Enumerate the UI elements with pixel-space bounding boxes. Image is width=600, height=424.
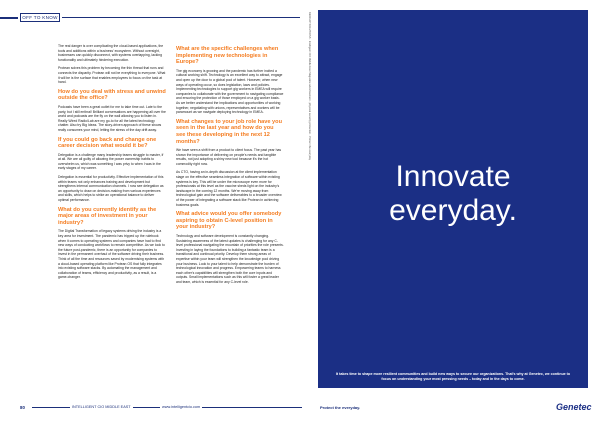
publication-name: INTELLIGENT CIO MIDDLE EAST (72, 405, 131, 409)
ad-headline-line1: Innovate (395, 160, 511, 193)
section-tag: OFF TO KNOW (20, 13, 60, 22)
article-paragraph: The real danger is over complicating the cloud-based applications, the tools and additions within a business' ecosystem. Without oversight, businesses can quickly disconnect, with systems overlapping, lacking functionality and ultimately hindering execution. (58, 44, 164, 62)
ad-headline-line2: everyday. (389, 194, 517, 227)
ad-headline (318, 160, 588, 228)
genetec-logo[interactable] (556, 400, 592, 414)
ad-body-text: It takes time to shape more resilient communities and build new ways to secure our organizations. That's why at Genetec, we continue to focus on understanding your most pressing needs – today and in the days to come. (335, 372, 571, 381)
advertisement-panel[interactable] (318, 10, 588, 397)
article-paragraph: As CTO, having an in-depth discussion at the client implementation stage on the effective seamless integration of software within existing systems is key. This will be under the microscope even more for professionals at this level as the vaccine sheds light on the industry's landscape in the coming 12 months. We're moving away from technological gain and the software deliverables to a broader overview of the power of integrating a software stack like Protean in achieving business goals. (176, 170, 282, 207)
header-rule-left (0, 17, 18, 19)
article-question-heading: What are the specific challenges when implementing new technologies in Europe? (176, 46, 279, 66)
article-paragraph: The Digital Transformation of legacy systems driving the industry is a key area for investment. The pandemic has tripped up the rulebook when it comes to operating systems and companies have had to find new ways of conducting workflows to remain competitive. As we look to the future post-pandemic, there is an opportunity for companies to invest in the permanent overhaul of the software driving their business. Think of all the time and resources saved by modernising systems with a cloud-based operating platform like Protean OS that fully integrates into existing software stacks. By automating the management and collaboration of teams, efficiency and productivity, as a result, is a game-changer. (58, 229, 165, 280)
page-number: 80 (20, 405, 25, 410)
article-paragraph: Protean solves this problem by becoming the thin thread that runs and connects the disparity. Protean will not be everything to everyone. What it will be is the surface that enables employees to focus on the task at hand. (58, 66, 166, 85)
article-question-heading: If you could go back and change one career decision what would it be? (58, 136, 157, 150)
article-paragraph: We have seen a shift from a product to client focus. The past year has shown the importance of delivering on people's needs and tangible results, not just adopting a shiny new tool because it's the hot commodity right now. (176, 148, 282, 166)
header-rule-right (62, 17, 300, 18)
ad-tagline: Protect the everyday. (320, 405, 361, 410)
article-column-left (58, 44, 166, 284)
article-question-heading: What do you currently identify as the major areas of investment in your industry? (58, 206, 157, 226)
publication-url[interactable]: www.intelligentcio.com (162, 405, 201, 409)
article-paragraph: Delegation is a challenge many leadership teams struggle to master, if at all. We are all guilty of allowing the power ownership habits to overwhelm us, which was something I was privy to when I was in the early stages of my career. (58, 152, 164, 171)
article-paragraph: Delegation is essential for productivity. Effective implementation of this within teams not only enhances training and development but strengthens internal communication channels. I now see delegation as an opportunity to draw on decision-making from various experiences and skills, which helps to strike an operational balance to deliver optimal performance. (58, 175, 164, 203)
side-text-label: REDCAP SOLUTIONS · Intelligent CIO Middle East Magazine advertisement · physical security protection · Protect the everyday (308, 12, 311, 160)
ad-survey-text: We surveyed 1600+ physical security professionals in EMEA. Want to know what they had to say? Download the State of Physical Security 2020 report at genetec.com (334, 388, 572, 397)
article-question-heading: What changes to your job role have you seen in the last year and how do you see these developing in the next 12 months? (176, 118, 282, 145)
article-question-heading: How do you deal with stress and unwind outside the office? (58, 88, 166, 102)
article-question-heading: What advice would you offer somebody aspiring to obtain C-level position in your industry? (176, 211, 282, 231)
article-column-right (176, 44, 284, 289)
article-paragraph: Podcasts have been a great outlet for me to take time out. Late to the party, but I still enthral! Brilliant conversations are happening all over the world and podcasts are the fly on the wall allowing you to listen in. Really Wired Radio/Lab are my go-to for all the latest technology chatter. Also try Big Ideas. The story-driven approach of these shows really consumes your mind, letting the stress of the day drift away. (58, 104, 166, 132)
logo-wordmark: Genetec (556, 402, 592, 412)
vertical-side-text (305, 12, 313, 372)
article-paragraph: Technology and software development is constantly changing. Sustaining awareness of the latest updates is challenging for any C-level professional navigating the mountain of priorities the role presents. Investing in laying the foundations to building a fantastic team is a transitional and continual priority. Develop them strong areas of expertise within your team will strengthen the knowledge pool driving your business. Look to your talent to help demonstrate the burden of technological innovation and progress. Empowering teams to harness each other's capabilities will strengthen both the core inputs and outputs. Small implementations such as this will foster a great leader and team, which is essential for any C-level role. (176, 234, 284, 284)
article-paragraph: The gig economy is growing and the pandemic has further incited a cultural working shift. Technology is an excellent way to attract, engage and open up the door to a global pool of talent. However, when new ways of operating occur, so does legislation, laws and policies. Implementing technologies to support gig workers in EMEA will require companies to collaborate with the government to navigating compliance and ensuring the protection of those employed on a gig worker basis. As we better understand the implications and opportunities of working together, negotiating with unions, representatives and workers will be paramount as we navigate deploying technology in EMEA. (176, 68, 284, 115)
